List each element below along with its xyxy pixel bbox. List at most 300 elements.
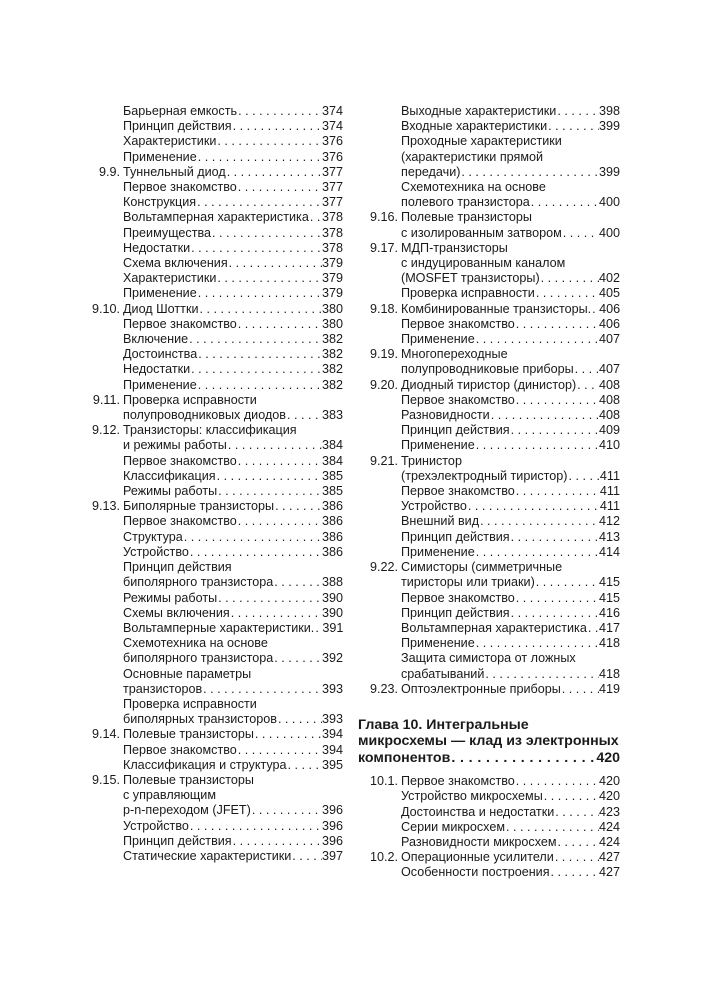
dot-leader (591, 302, 599, 317)
dot-leader (475, 545, 599, 560)
entry-title-line: Внешний вид (401, 514, 480, 529)
entry-title (123, 697, 343, 727)
entry-title (123, 819, 343, 834)
toc-entry (80, 180, 343, 195)
page-number: 402 (598, 271, 620, 286)
dot-leader (540, 271, 599, 286)
toc-entry (358, 835, 620, 850)
page-number: 424 (598, 834, 620, 849)
page-number: 379 (321, 271, 343, 286)
page-number: 382 (321, 332, 343, 347)
toc-left-column (80, 104, 343, 864)
toc-entry (358, 545, 620, 560)
dot-leader (237, 454, 322, 469)
entry-last-line (123, 241, 343, 256)
dot-leader (515, 317, 599, 332)
page-number: 380 (321, 316, 343, 331)
entry-last-line (123, 849, 343, 864)
entry-last-line (401, 286, 620, 301)
page-number: 415 (598, 575, 620, 590)
entry-last-line (123, 104, 343, 119)
entry-last-line (401, 850, 620, 865)
page-number: 386 (321, 514, 343, 529)
section-number: 9.11. (92, 392, 120, 407)
entry-title (123, 545, 343, 560)
entry-title-line: Устройство микросхемы (401, 789, 543, 804)
toc-entry (80, 560, 343, 590)
dot-leader (547, 119, 599, 134)
entry-title-line: Применение (401, 636, 475, 651)
entry-last-line (123, 484, 343, 499)
toc-chapter-9-continued (358, 104, 620, 697)
entry-title-line: Проходные характеристики (401, 134, 562, 149)
page-number: 407 (598, 332, 620, 347)
entry-title (401, 606, 620, 621)
toc-entry (358, 302, 620, 317)
toc-entry (80, 150, 343, 165)
dot-leader (475, 332, 599, 347)
entry-last-line (401, 484, 620, 499)
page-number: 397 (321, 848, 343, 863)
entry-title (401, 484, 620, 499)
dot-leader (226, 165, 322, 180)
entry-title (401, 805, 620, 820)
dot-leader (505, 820, 599, 835)
page-number: 385 (321, 468, 343, 483)
entry-title-line: Принцип действия (401, 529, 510, 544)
entry-title-line: Защита симистора от ложных (401, 651, 576, 666)
entry-last-line (123, 819, 343, 834)
dot-leader (467, 499, 600, 514)
entry-last-line (401, 408, 620, 423)
entry-last-line (401, 378, 620, 393)
page-number: 378 (321, 225, 343, 240)
entry-last-line (123, 469, 343, 484)
toc-entry (80, 667, 343, 697)
entry-title (123, 727, 343, 742)
toc-entry (358, 820, 620, 835)
dot-leader (475, 438, 599, 453)
toc-entry (80, 545, 343, 560)
entry-title-line: Схемы включения (123, 605, 230, 620)
entry-title (123, 271, 343, 286)
entry-title (123, 302, 343, 317)
entry-last-line (401, 302, 620, 317)
entry-title-line: Операционные усилители (401, 850, 554, 865)
toc-entry (358, 332, 620, 347)
entry-title-line: (трехэлектродный тиристор) (401, 468, 568, 483)
entry-title-line: Биполярные транзисторы (123, 499, 275, 514)
entry-title-line: Принцип действия (123, 560, 232, 575)
entry-last-line (401, 104, 620, 119)
dot-leader (190, 362, 322, 377)
page-number: 411 (599, 499, 620, 514)
page-number: 393 (321, 712, 343, 727)
entry-last-line (401, 591, 620, 606)
entry-title (123, 454, 343, 469)
page-number: 390 (321, 605, 343, 620)
dot-leader (197, 150, 322, 165)
section-number: 10.1. (369, 774, 398, 789)
entry-title (123, 332, 343, 347)
entry-title (401, 545, 620, 560)
entry-title (123, 241, 343, 256)
page-number: 427 (598, 850, 620, 865)
toc-entry (358, 408, 620, 423)
toc-entry (358, 805, 620, 820)
dot-leader (550, 865, 599, 880)
entry-title-line: Транзисторы: классификация (123, 423, 297, 438)
page-number: 416 (598, 605, 620, 620)
page-number: 405 (598, 286, 620, 301)
entry-title-line: (MOSFET транзисторы) (401, 271, 540, 286)
entry-title (123, 226, 343, 241)
entry-last-line (123, 256, 343, 271)
toc-entry (80, 834, 343, 849)
page-number: 384 (321, 438, 343, 453)
dot-leader (291, 849, 322, 864)
entry-title-line: Туннельный диод (123, 164, 226, 179)
dot-leader (232, 834, 322, 849)
entry-last-line (123, 150, 343, 165)
entry-last-line (401, 362, 620, 377)
toc-entry (358, 606, 620, 621)
entry-last-line (401, 667, 620, 682)
entry-title (123, 165, 343, 180)
entry-last-line (401, 165, 620, 180)
dot-leader (475, 636, 599, 651)
page-number: 396 (321, 818, 343, 833)
entry-title (123, 423, 343, 453)
page-number: 385 (321, 484, 343, 499)
toc-entry (80, 195, 343, 210)
entry-title (123, 484, 343, 499)
section-number: 9.19. (369, 347, 398, 362)
entry-title-line: Характеристики (123, 134, 217, 149)
toc-entry (80, 743, 343, 758)
entry-title (401, 850, 620, 865)
toc-entry (80, 241, 343, 256)
entry-title-line: Принцип действия (401, 605, 510, 620)
toc-entry (80, 119, 343, 134)
entry-title-line: Первое знакомство (401, 590, 515, 605)
toc-entry (358, 180, 620, 210)
entry-last-line (401, 119, 620, 134)
entry-last-line (401, 835, 620, 850)
toc-entry (358, 104, 620, 119)
dot-leader (515, 484, 600, 499)
page-number: 418 (598, 666, 620, 681)
dot-leader (183, 530, 322, 545)
toc-entry (80, 362, 343, 377)
page-number: 377 (321, 180, 343, 195)
toc-entry (80, 286, 343, 301)
entry-title-line: Включение (123, 332, 189, 347)
entry-title (123, 834, 343, 849)
dot-leader (273, 575, 322, 590)
entry-last-line (401, 514, 620, 529)
section-number: 9.23. (369, 681, 398, 696)
entry-title-line: Первое знакомство (401, 316, 515, 331)
entry-title (401, 317, 620, 332)
entry-last-line (123, 514, 343, 529)
page-number: 415 (598, 590, 620, 605)
toc-entry (358, 484, 620, 499)
dot-leader (510, 423, 599, 438)
dot-leader (188, 332, 322, 347)
toc-entry (358, 454, 620, 484)
entry-title-line: Недостатки (123, 240, 191, 255)
entry-title-line: Применение (401, 438, 475, 453)
entry-title (123, 667, 343, 697)
entry-title-line: тиристоры или триаки) (401, 575, 535, 590)
entry-title-line: p-n-переходом (JFET) (123, 803, 251, 818)
dot-leader (556, 104, 599, 119)
entry-title (123, 560, 343, 590)
toc-entry (80, 134, 343, 149)
page-number: 418 (598, 636, 620, 651)
entry-title-line: Характеристики (123, 271, 217, 286)
entry-title (123, 469, 343, 484)
toc-entry (80, 697, 343, 727)
dot-leader (190, 241, 322, 256)
toc-right-column (358, 104, 620, 881)
entry-title-line: Структура (123, 529, 183, 544)
section-number: 9.9. (98, 164, 120, 179)
page-number: 394 (321, 742, 343, 757)
dot-leader (228, 256, 322, 271)
toc-entry (80, 849, 343, 864)
entry-title (401, 347, 620, 377)
section-number: 9.20. (369, 377, 398, 392)
entry-title (123, 180, 343, 195)
toc-entry (80, 773, 343, 819)
page-number: 388 (321, 575, 343, 590)
entry-title-line: Достоинства (123, 347, 198, 362)
entry-last-line (123, 454, 343, 469)
entry-title (123, 195, 343, 210)
entry-last-line (401, 575, 620, 590)
entry-last-line (123, 438, 343, 453)
entry-title-line: Достоинства и недостатки (401, 804, 555, 819)
dot-leader (515, 393, 599, 408)
page-number: 386 (321, 499, 343, 514)
section-number: 9.17. (369, 240, 398, 255)
dot-leader (199, 302, 322, 317)
entry-title-line: Статические характеристики (123, 848, 292, 863)
entry-title-line: Схема включения (123, 256, 228, 271)
toc-entry (358, 789, 620, 804)
entry-last-line (123, 530, 343, 545)
entry-title-line: Устройство (123, 544, 189, 559)
section-number: 9.22. (369, 560, 398, 575)
entry-last-line (123, 499, 343, 514)
dot-leader (202, 682, 322, 697)
dot-leader (197, 286, 322, 301)
entry-last-line (401, 332, 620, 347)
entry-last-line (123, 119, 343, 134)
page-number: 379 (321, 286, 343, 301)
section-number: 9.14. (91, 727, 120, 742)
dot-leader (530, 195, 599, 210)
entry-title (401, 180, 620, 210)
entry-title-line: полупроводниковых диодов (123, 408, 286, 423)
dot-leader (490, 408, 599, 423)
entry-title-line: и режимы работы (123, 438, 227, 453)
toc-entry (80, 271, 343, 286)
entry-title-line: Полевые транзисторы (123, 727, 254, 742)
dot-leader (189, 545, 322, 560)
toc-entry (358, 119, 620, 134)
page-number: 386 (321, 544, 343, 559)
toc-entry (80, 530, 343, 545)
page-number: 374 (321, 104, 343, 118)
page-number: 423 (598, 804, 620, 819)
entry-title-line: Проверка исправности (123, 696, 257, 711)
dot-leader (251, 803, 322, 818)
entry-last-line (123, 165, 343, 180)
entry-last-line (123, 408, 343, 423)
dot-leader (197, 378, 322, 393)
toc-entry (358, 621, 620, 636)
entry-title (401, 104, 620, 119)
entry-title (401, 378, 620, 393)
entry-title-line: Применение (123, 149, 197, 164)
entry-title-line: с изолированным затвором (401, 225, 562, 240)
page-number: 398 (598, 104, 620, 118)
entry-title-line: Принцип действия (401, 423, 510, 438)
page-number: 383 (321, 408, 343, 423)
entry-title (401, 423, 620, 438)
entry-title (401, 514, 620, 529)
entry-title (401, 408, 620, 423)
entry-title-line: Классификация (123, 468, 216, 483)
dot-leader (237, 317, 322, 332)
dot-leader (543, 789, 599, 804)
page-number: 374 (321, 119, 343, 134)
page-number: 382 (321, 347, 343, 362)
entry-title-line: Устройство (123, 818, 189, 833)
section-number: 9.21. (369, 453, 398, 468)
dot-leader (562, 226, 599, 241)
entry-last-line (401, 195, 620, 210)
section-number: 9.13. (91, 499, 120, 514)
entry-last-line (123, 286, 343, 301)
entry-last-line (123, 682, 343, 697)
entry-last-line (123, 210, 343, 225)
entry-title-line: Применение (123, 377, 197, 392)
page-number: 420 (598, 789, 620, 804)
entry-title-line: Первое знакомство (123, 742, 237, 757)
page-number: 406 (598, 316, 620, 331)
entry-title-line: Применение (401, 544, 475, 559)
entry-title (401, 393, 620, 408)
page-number: 396 (321, 803, 343, 818)
dot-leader (287, 758, 322, 773)
entry-title-line: Первое знакомство (401, 484, 515, 499)
page-number: 410 (598, 438, 620, 453)
section-number: 9.12. (91, 423, 120, 438)
entry-title-line: Первое знакомство (123, 316, 237, 331)
toc-entry (358, 347, 620, 377)
entry-title (123, 119, 343, 134)
entry-title-line: Оптоэлектронные приборы (401, 681, 561, 696)
entry-title-line: Проверка исправности (401, 286, 535, 301)
page-number: 419 (598, 681, 620, 696)
entry-title-line: Разновидности микросхем (401, 834, 557, 849)
entry-title-line: транзисторов (123, 681, 203, 696)
page-number: 406 (599, 301, 621, 316)
dot-leader (237, 104, 322, 119)
entry-title (123, 499, 343, 514)
dot-leader (510, 606, 599, 621)
toc-entry (80, 332, 343, 347)
toc-entry (358, 286, 620, 301)
dot-leader (309, 210, 322, 225)
toc-entry (80, 621, 343, 636)
entry-title (401, 332, 620, 347)
dot-leader (574, 362, 599, 377)
entry-title-line: передачи) (401, 164, 461, 179)
toc-entry (80, 591, 343, 606)
entry-last-line (123, 271, 343, 286)
toc-entry (358, 651, 620, 681)
entry-title-line: Режимы работы (123, 590, 218, 605)
entry-title (123, 347, 343, 362)
dot-leader (479, 514, 599, 529)
dot-leader (237, 180, 322, 195)
entry-title-line: Вольтамперные характеристики. (123, 620, 315, 635)
chapter-title-line: компонентов (358, 749, 451, 766)
toc-entry (358, 423, 620, 438)
entry-title (401, 591, 620, 606)
chapter-last-line (358, 750, 620, 766)
entry-title-line: Принцип действия (123, 833, 232, 848)
entry-title (123, 773, 343, 819)
entry-last-line (123, 727, 343, 742)
toc-entry (358, 241, 620, 287)
page-number: 384 (321, 453, 343, 468)
page-number: 377 (321, 195, 343, 210)
entry-title-line: Вольтамперная характеристика (401, 620, 587, 635)
entry-title (123, 150, 343, 165)
entry-last-line (123, 302, 343, 317)
entry-title (123, 104, 343, 119)
page-number: 420 (598, 774, 620, 789)
dot-leader (576, 378, 599, 393)
entry-title-line: Первое знакомство (123, 453, 237, 468)
entry-title-line: Полевые транзисторы (401, 210, 532, 225)
page-number: 382 (321, 377, 343, 392)
entry-title-line: Основные параметры (123, 666, 252, 681)
toc-entry (80, 758, 343, 773)
entry-last-line (123, 834, 343, 849)
entry-title-line: Первое знакомство (123, 514, 237, 529)
page-number: 408 (598, 408, 620, 423)
entry-title-line: Преимущества (123, 225, 212, 240)
toc-entry (358, 682, 620, 697)
toc-entry (358, 514, 620, 529)
entry-title-line: Полевые транзисторы (123, 772, 254, 787)
toc-entry (80, 393, 343, 423)
entry-title-line: Особенности построения (401, 865, 550, 880)
chapter-title-line: микросхемы — клад из электронных (358, 733, 619, 750)
page-number: 380 (321, 301, 343, 316)
dot-leader (460, 165, 599, 180)
entry-title-line: Диод Шоттки (123, 301, 199, 316)
entry-title (123, 393, 343, 423)
entry-title (123, 849, 343, 864)
